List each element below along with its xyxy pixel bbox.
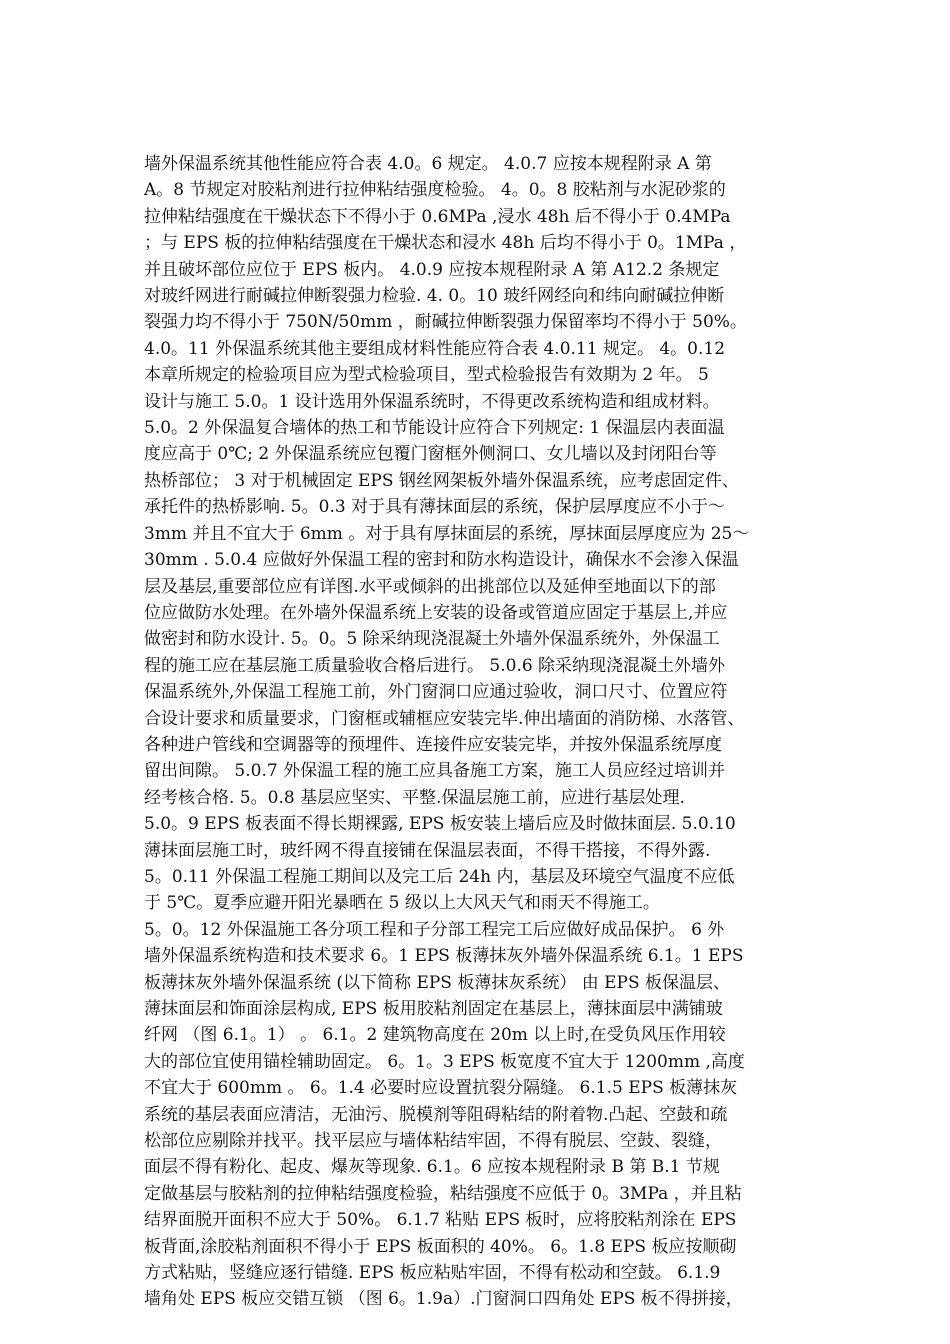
text-line: 纤网 （图 6.1。1） 。 6.1。2 建筑物高度在 20m 以上时,在受负风压作用较 [144,1025,726,1046]
text-line: 5。0.11 外保温工程施工期间以及完工后 24h 内，基层及环境空气温度不应低 [144,866,735,887]
text-line: 经考核合格. 5。0.8 基层应坚实、平整.保温层施工前，应进行基层处理. [144,787,685,808]
text-line: 拉伸粘结强度在干燥状态下不得小于 0.6MPa ,浸水 48h 后不得小于 0.4MPa [144,206,731,227]
text-line: 4.0。11 外保温系统其他主要组成材料性能应符合表 4.0.11 规定。 4。0.12 [144,338,726,359]
text-line: 裂强力均不得小于 750N/50mm ，耐碱拉伸断裂强力保留率均不得小于 50%。 [144,312,747,333]
text-line: 薄抹面层施工时，玻纤网不得直接铺在保温层表面，不得干搭接，不得外露. [144,840,711,861]
text-line: 留出间隙。 5.0.7 外保温工程的施工应具备施工方案，施工人员应经过培训并 [144,761,726,782]
text-line: 5.0。2 外保温复合墙体的热工和节能设计应符合下列规定: 1 保温层内表面温 [144,418,725,439]
text-line: 程的施工应在基层施工质量验收合格后进行。 5.0.6 除采纳现浇混凝土外墙外 [144,655,726,676]
text-line: 保温系统外,外保温工程施工前，外门窗洞口应通过验收，洞口尺寸、位置应符 [144,682,728,703]
text-line: 结界面脱开面积不应大于 50%。 6.1.7 粘贴 EPS 板时，应将胶粘剂涂在 EPS [144,1210,737,1231]
text-line: ；与 EPS 板的拉伸粘结强度在干燥状态和浸水 48h 后均不得小于 0。1MPa ， [144,233,747,254]
text-line: 5。0。12 外保温施工各分项工程和子分部工程完工后应做好成品保护。 6 外 [144,919,725,940]
text-line: 墙外保温系统其他性能应符合表 4.0。6 规定。 4.0.7 应按本规程附录 A 第 [144,154,712,174]
text-line: 本章所规定的检验项目应为型式检验项目，型式检验报告有效期为 2 年。 5 [144,365,709,386]
text-line: 不宜大于 600mm 。 6。1.4 必要时应设置抗裂分隔缝。 6.1.5 EPS 板薄抹灰 [144,1078,738,1099]
text-line: 定做基层与胶粘剂的拉伸粘结强度检验，粘结强度不应低于 0。3MPa ，并且粘 [144,1183,742,1204]
text-line: 层及基层,重要部位应有详图.水平或倾斜的出挑部位以及延伸至地面以下的部 [144,576,716,597]
text-line: 承托件的热桥影响. 5。0.3 对于具有薄抹面层的系统，保护层厚度应不小于～ [144,497,726,518]
text-line: 墙角处 EPS 板应交错互锁 （图 6。1.9a）.门窗洞口四角处 EPS 板不得拼接， [144,1289,743,1310]
text-line: 设计与施工 5.0。1 设计选用外保温系统时，不得更改系统构造和组成材料。 [144,391,720,412]
text-line: 松部位应剔除并找平。找平层应与墙体粘结牢固，不得有脱层、空鼓、裂缝， [144,1131,722,1152]
text-line: A。8 节规定对胶粘剂进行拉伸粘结强度检验。 4。0。8 胶粘剂与水泥砂浆的 [144,180,726,201]
text-line: 3mm 并且不宜大于 6mm 。对于具有厚抹面层的系统，厚抹面层厚度应为 25～ [144,523,750,544]
text-line: 热桥部位； 3 对于机械固定 EPS 钢丝网架板外墙外保温系统，应考虑固定件、 [144,470,739,491]
text-line: 并且破坏部位应位于 EPS 板内。 4.0.9 应按本规程附录 A 第 A12.2 条规定 [144,259,720,280]
text-line: 30mm . 5.0.4 应做好外保温工程的密封和防水构造设计，确保水不会渗入保温 [144,550,739,571]
text-line: 各种进户管线和空调器等的预埋件、连接件应安装完毕，并按外保温系统厚度 [144,734,722,755]
text-line: 合设计要求和质量要求，门窗框或辅框应安装完毕.伸出墙面的消防梯、水落管、 [144,708,745,729]
text-line: 于 5℃。夏季应避开阳光暴晒在 5 级以上大风天气和雨天不得施工。 [144,893,660,914]
text-line: 5.0。9 EPS 板表面不得长期裸露, EPS 板安装上墙后应及时做抹面层. 5.0.10 [144,814,736,835]
text-line: 对玻纤网进行耐碱拉伸断裂强力检验. 4. 0。10 玻纤网经向和纬向耐碱拉伸断 [144,286,725,307]
text-line: 面层不得有粉化、起皮、爆灰等现象. 6.1。6 应按本规程附录 B 第 B.1 节规 [144,1157,720,1178]
text-line: 系统的基层表面应清洁，无油污、脱模剂等阻碍粘结的附着物.凸起、空鼓和疏 [144,1104,728,1125]
body-text [144,151,824,1313]
text-line: 板薄抹灰外墙外保温系统 (以下简称 EPS 板薄抹灰系统） 由 EPS 板保温层、 [144,972,731,993]
text-line: 方式粘贴，竖缝应逐行错缝. EPS 板应粘贴牢固，不得有松动和空鼓。 6.1.9 [144,1263,721,1284]
text-line: 墙外保温系统构造和技术要求 6。1 EPS 板薄抹灰外墙外保温系统 6.1。1 EPS [144,946,744,967]
text-line: 度应高于 0℃; 2 外保温系统应包覆门窗框外侧洞口、女儿墙以及封闭阳台等 [144,444,717,465]
text-line: 薄抹面层和饰面涂层构成, EPS 板用胶粘剂固定在基层上，薄抹面层中满铺玻 [144,999,723,1019]
text-line: 做密封和防水设计. 5。0。5 除采纳现浇混凝土外墙外保温系统外，外保温工 [144,629,720,650]
text-line: 板背面,涂胶粘剂面积不得小于 EPS 板面积的 40%。 6。1.8 EPS 板应按顺砌 [144,1236,737,1257]
text-line: 位应做防水处理。在外墙外保温系统上安装的设备或管道应固定于基层上,并应 [144,602,728,623]
text-line: 大的部位宜使用锚栓辅助固定。 6。1。3 EPS 板宽度不宜大于 1200mm ,高度 [144,1051,745,1072]
